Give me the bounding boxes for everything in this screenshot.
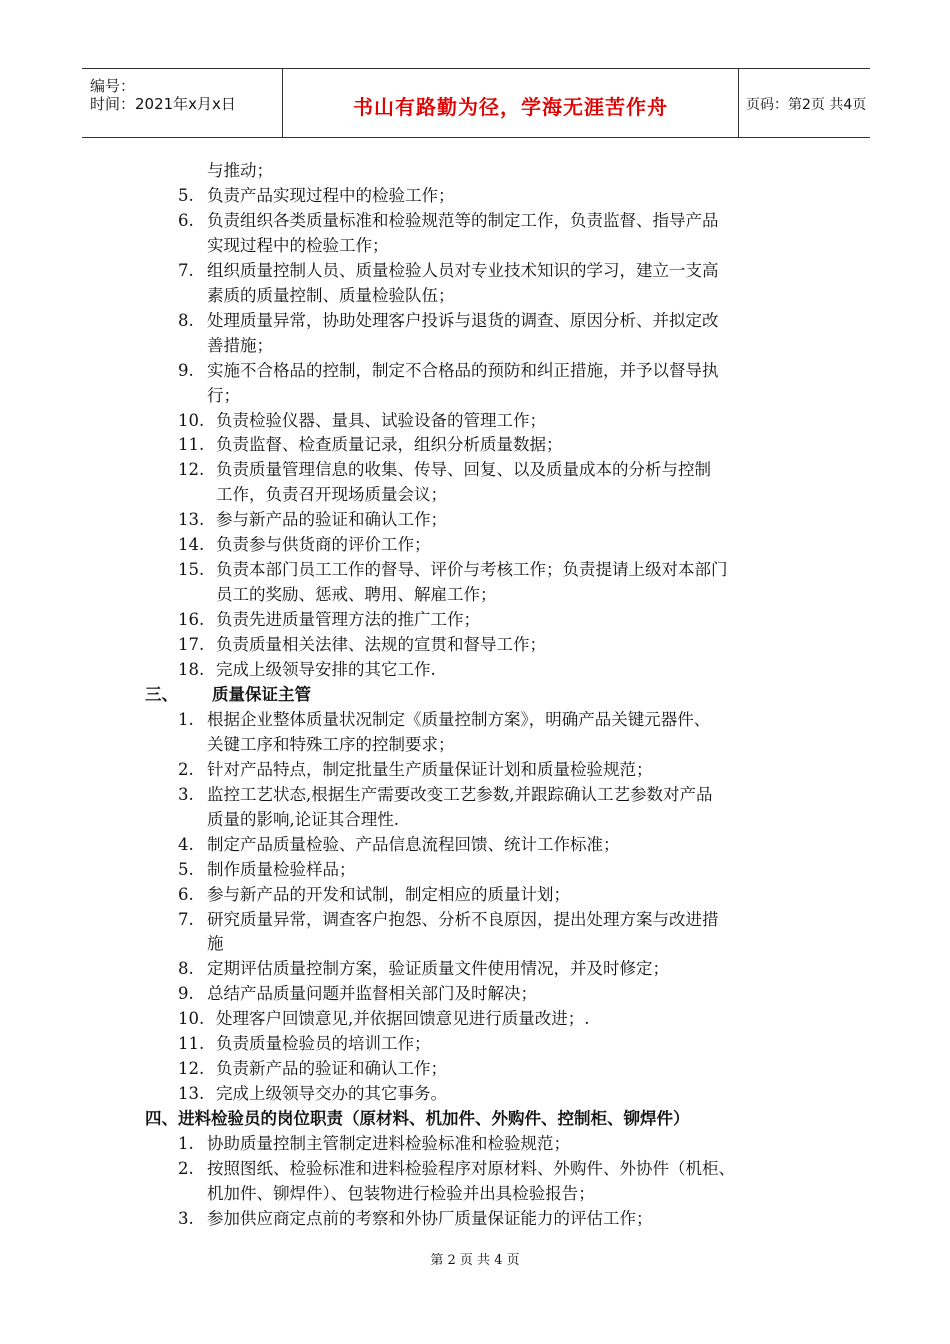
list-item-text: 负责质量检验员的培训工作； (216, 1034, 431, 1054)
list-item-number: 15. (178, 560, 205, 580)
list-item-text: 善措施； (207, 335, 273, 355)
list-item-text: 员工的奖励、惩戒、聘用、解雇工作； (216, 585, 497, 605)
section-heading: 质量保证主管 (212, 684, 311, 704)
list-item-number: 2. (178, 1159, 194, 1178)
list-item-number: 6. (178, 210, 194, 230)
list-item-number: 8. (178, 959, 194, 979)
list-item-text: 完成上级领导安排的其它工作. (216, 660, 436, 679)
list-item-text: 负责本部门员工工作的督导、评价与考核工作；负责提请上级对本部门 (216, 560, 728, 580)
list-item-text: 关键工序和特殊工序的控制要求； (207, 734, 455, 754)
list-item-text: 负责参与供货商的评价工作； (216, 535, 431, 555)
list-item-number: 9. (178, 984, 194, 1004)
list-item-text: 实现过程中的检验工作； (207, 235, 389, 255)
list-item-text: 参加供应商定点前的考察和外协厂质量保证能力的评估工作； (207, 1208, 653, 1228)
list-item-text: 负责监督、检查质量记录，组织分析质量数据； (216, 435, 563, 455)
list-item-text: 制作质量检验样品； (207, 859, 356, 879)
list-item-text: 负责检验仪器、量具、试验设备的管理工作； (216, 410, 546, 430)
list-item-text: 参与新产品的验证和确认工作； (216, 510, 447, 530)
list-item-number: 2. (178, 759, 194, 779)
list-item-text: 针对产品特点，制定批量生产质量保证计划和质量检验规范； (207, 759, 653, 779)
list-item-number: 5. (178, 859, 194, 879)
list-item-text: 行； (207, 385, 240, 405)
list-item-text: 负责组织各类质量标准和检验规范等的制定工作，负责监督、指导产品 (207, 210, 719, 230)
list-item-text: 负责新产品的验证和确认工作； (216, 1059, 447, 1079)
doc-code-label: 编号： (90, 77, 136, 95)
document-header (82, 68, 870, 138)
doc-time-label: 时间：2021年x月x日 (90, 95, 236, 113)
list-item-text: 质量的影响,论证其合理性. (207, 809, 399, 829)
header-motto-cell (282, 69, 739, 137)
list-item-number: 1. (178, 709, 194, 729)
list-item-number: 3. (178, 1208, 194, 1228)
list-item-text: 负责质量相关法律、法规的宣贯和督导工作； (216, 635, 546, 655)
list-item-number: 3. (178, 784, 194, 804)
list-item-text: 总结产品质量问题并监督相关部门及时解决； (207, 984, 537, 1004)
list-item-text: 负责产品实现过程中的检验工作； (207, 185, 455, 205)
list-item-number: 12. (178, 460, 205, 480)
continuation-text: 与推动； (207, 161, 273, 180)
list-item-text: 工作，负责召开现场质量会议； (216, 485, 447, 505)
list-item-number: 11. (178, 1034, 205, 1054)
list-item-text: 定期评估质量控制方案，验证质量文件使用情况，并及时修定； (207, 959, 669, 979)
list-item-number: 10. (178, 1009, 205, 1029)
list-item-text: 研究质量异常，调查客户抱怨、分析不良原因，提出处理方案与改进措 (207, 909, 719, 929)
list-item-number: 7. (178, 260, 194, 280)
list-item-text: 监控工艺状态,根据生产需要改变工艺参数,并跟踪确认工艺参数对产品 (207, 784, 713, 804)
list-item-text: 处理客户回馈意见,并依据回馈意见进行质量改进；. (216, 1009, 590, 1029)
page-info: 页码：第2页 共4页 (746, 97, 867, 113)
page-footer: 第 2 页 共 4 页 (430, 1253, 520, 1268)
list-item-text: 参与新产品的开发和试制，制定相应的质量计划； (207, 884, 570, 904)
list-item-number: 8. (178, 310, 194, 330)
list-item-number: 1. (178, 1134, 194, 1154)
list-item-number: 13. (178, 510, 205, 530)
list-item-number: 13. (178, 1084, 205, 1104)
list-item-text: 根据企业整体质量状况制定《质量控制方案》，明确产品关键元器件、 (207, 709, 711, 729)
list-item-text: 协助质量控制主管制定进料检验标准和检验规范； (207, 1134, 570, 1154)
list-item-number: 11. (178, 435, 205, 455)
list-item-number: 17. (178, 635, 205, 655)
list-item-number: 14. (178, 535, 205, 555)
header-info-cell (82, 69, 282, 137)
list-item-number: 12. (178, 1059, 205, 1079)
section-heading-number: 三、 (145, 684, 178, 704)
section-heading: 四、进料检验员的岗位职责（原材料、机加件、外购件、控制柜、铆焊件） (145, 1109, 690, 1129)
list-item-text: 素质的质量控制、质量检验队伍； (207, 285, 455, 305)
list-item-text: 实施不合格品的控制，制定不合格品的预防和纠正措施，并予以督导执 (207, 360, 719, 380)
list-item-text: 负责先进质量管理方法的推广工作； (216, 610, 480, 630)
list-item-text: 施 (207, 934, 224, 954)
list-item-text: 机加件、铆焊件）、包装物进行检验并出具检验报告； (207, 1183, 595, 1203)
list-item-number: 5. (178, 185, 194, 205)
list-item-text: 按照图纸、检验标准和进料检验程序对原材料、外购件、外协件（机柜、 (207, 1159, 735, 1178)
list-item-number: 10. (178, 410, 205, 430)
list-item-text: 制定产品质量检验、产品信息流程回馈、统计工作标准； (207, 834, 620, 854)
list-item-text: 负责质量管理信息的收集、传导、回复、以及质量成本的分析与控制 (216, 460, 711, 480)
motto-text: 书山有路勤为径，学海无涯苦作舟 (353, 95, 668, 119)
list-item-number: 7. (178, 909, 194, 929)
header-page-cell (738, 69, 870, 137)
list-item-number: 6. (178, 884, 194, 904)
list-item-text: 处理质量异常，协助处理客户投诉与退货的调查、原因分析、并拟定改 (207, 310, 719, 330)
list-item-text: 完成上级领导交办的其它事务。 (216, 1084, 447, 1104)
list-item-text: 组织质量控制人员、质量检验人员对专业技术知识的学习，建立一支高 (207, 260, 719, 280)
list-item-number: 16. (178, 610, 205, 630)
list-item-number: 9. (178, 360, 194, 380)
list-item-number: 18. (178, 660, 205, 679)
list-item-number: 4. (178, 834, 194, 854)
